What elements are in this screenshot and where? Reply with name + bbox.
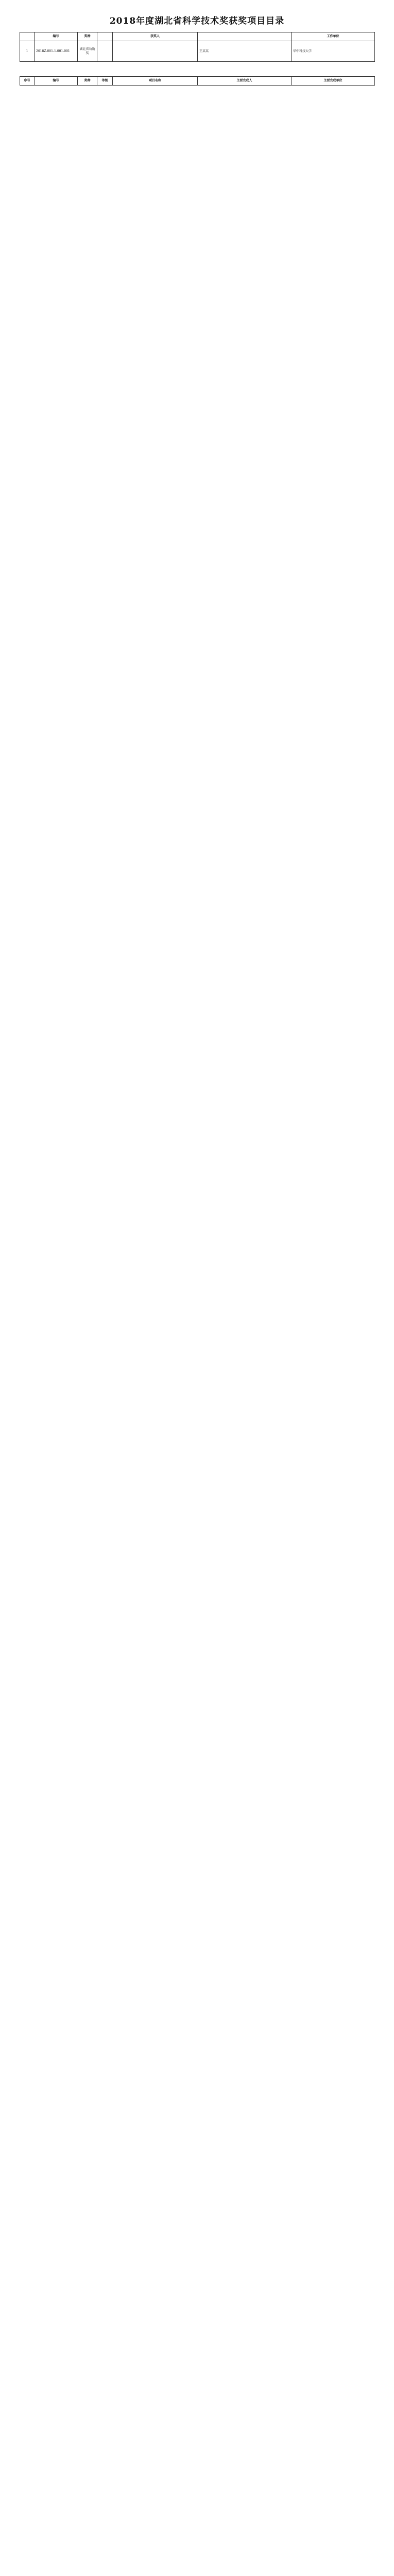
header-cell [20,32,35,41]
work-unit: 华中科技大学 [292,41,375,62]
header-cell: 奖种 [78,77,97,86]
table-header-row [20,77,375,86]
table-header-row [20,32,375,41]
header-cell: 获奖人 [113,32,198,41]
header-cell: 编号 [35,77,78,86]
project-award-table [20,76,375,86]
header-cell: 项目名称 [113,77,198,86]
project-name [113,41,198,62]
awardee: 王某某 [198,41,292,62]
header-cell: 奖种 [78,32,97,41]
page-title: 2018年度湖北省科学技术奖获奖项目目录 [109,16,285,26]
merit-award-table [20,32,375,62]
row-number: 1 [20,41,35,62]
header-cell: 工作单位 [292,32,375,41]
award-code: 2018Z-001-1-001-001 [35,41,78,62]
header-cell [97,32,113,41]
table-row [20,41,375,62]
header-cell [198,32,292,41]
award-type: 湖北省功勋奖 [78,41,97,62]
award-grade [97,41,113,62]
header-cell: 序号 [20,77,35,86]
header-cell: 等级 [97,77,113,86]
header-cell: 主要完成单位 [292,77,375,86]
header-cell: 主要完成人 [198,77,292,86]
header-cell: 编号 [35,32,78,41]
